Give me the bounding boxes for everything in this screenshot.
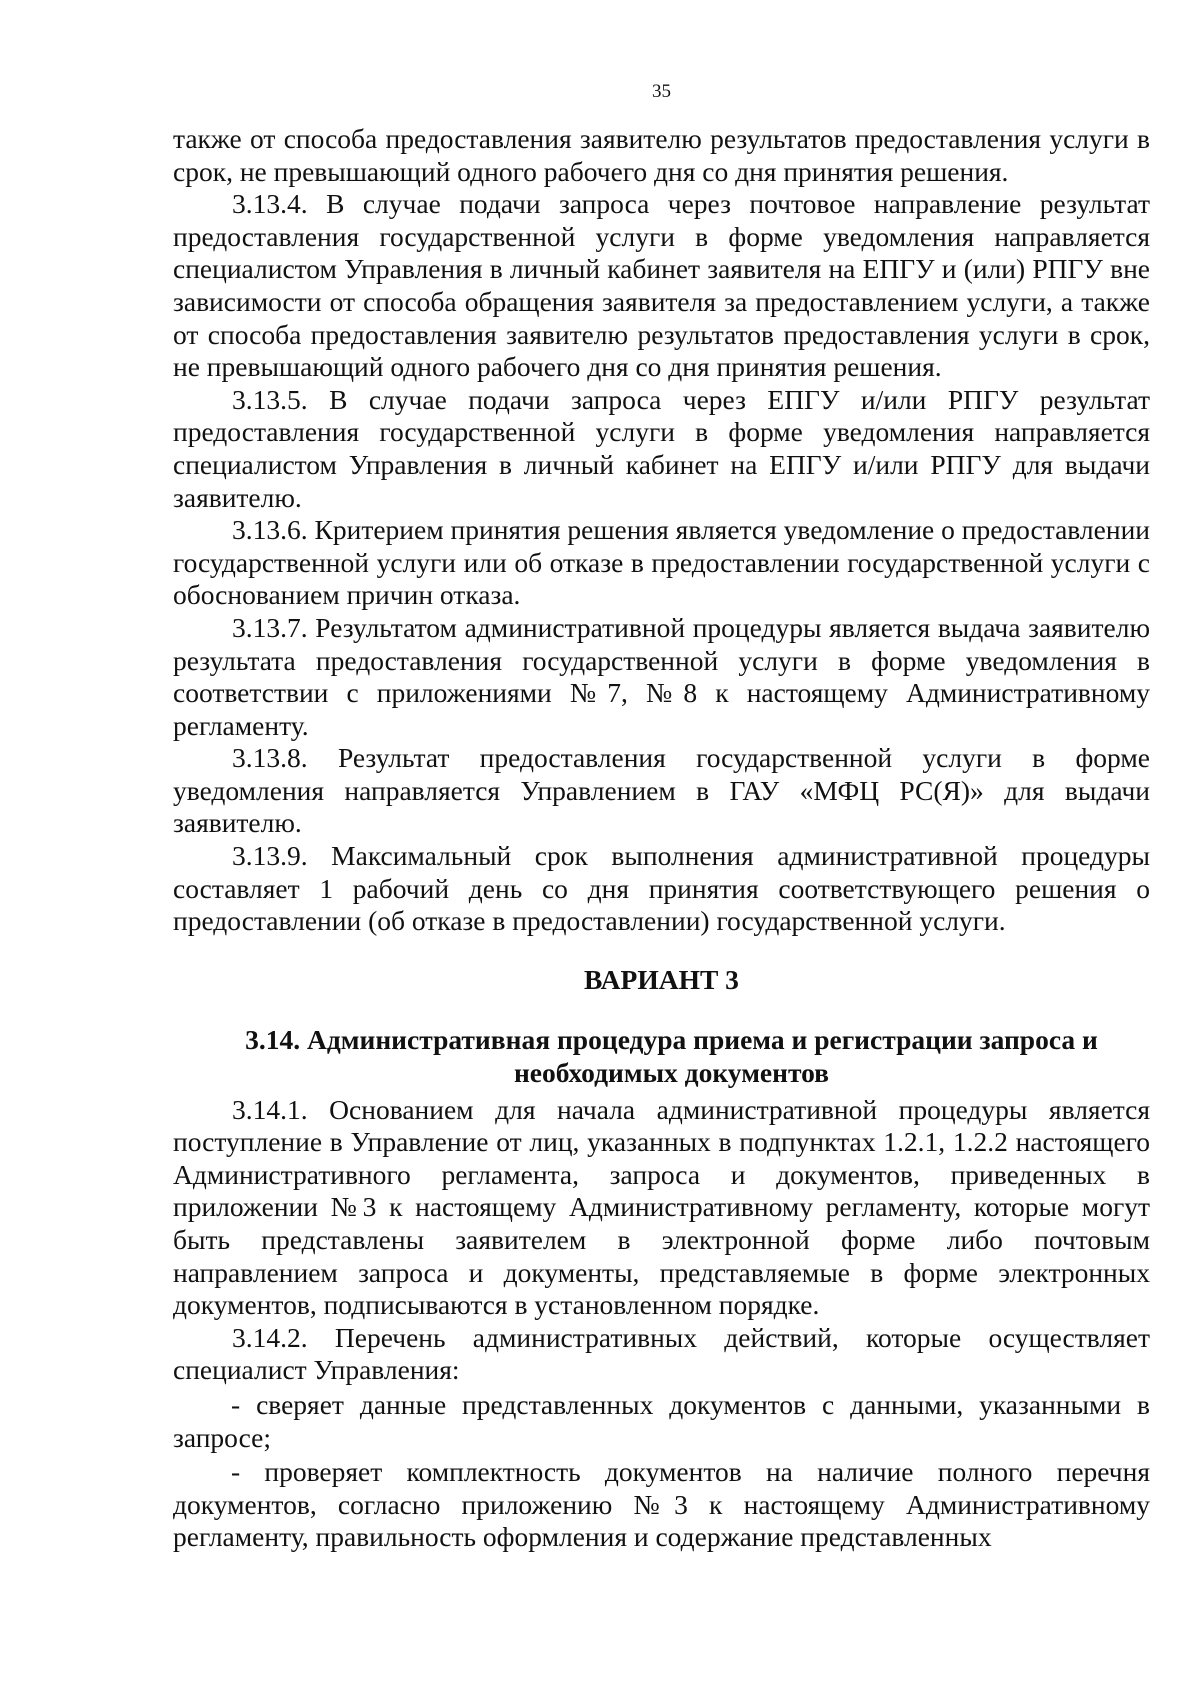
- paragraph-3-14-2: 3.14.2. Перечень административных действий, которые осуществляет специалист Управления:: [173, 1321, 1150, 1386]
- paragraph-3-13-8: 3.13.8. Результат предоставления государственной услуги в форме уведомления направляется Управлением в ГАУ «МФЦ РС(Я)» для выдачи заявителю.: [173, 742, 1150, 839]
- paragraph-3-13-7: 3.13.7. Результатом административной процедуры является выдача заявителю результата предоставления государственной услуги в форме уведомления в соответствии с приложениями №7, №8 к настоящему Административному регламенту.: [173, 611, 1150, 741]
- section-heading: 3.14. Административная процедура приема и регистрации запроса и необходимых документов: [245, 1024, 1098, 1089]
- paragraph-3-13-6: 3.13.6. Критерием принятия решения является уведомление о предоставлении государственной услуги или об отказе в предоставлении государственной услуги с обоснованием причин отказа.: [173, 514, 1150, 611]
- document-body: [173, 123, 1150, 1554]
- page-number: 35: [652, 81, 671, 102]
- variant-heading: ВАРИАНТ 3: [584, 963, 739, 995]
- paragraph-3-13-9: 3.13.9. Максимальный срок выполнения административной процедуры составляет 1 рабочий день со дня принятия соответствующего решения о предоставлении (об отказе в предоставлении) государственной услуги.: [173, 840, 1150, 937]
- list-item: - сверяет данные представленных документов с данными, указанными в запросе;: [173, 1388, 1150, 1453]
- paragraph-3-13-4: 3.13.4. В случае подачи запроса через почтовое направление результат предоставления государственной услуги в форме уведомления направляется специалистом Управления в личный кабинет заявителя на ЕПГУ и (или) РПГУ вне зависимости от способа обращения заявителя за предоставлением услуги, а также от способа предоставления заявителю результатов предоставления услуги в срок, не превышающий одного рабочего дня со дня принятия решения.: [173, 188, 1150, 383]
- paragraph-3-13-5: 3.13.5. В случае подачи запроса через ЕПГУ и/или РПГУ результат предоставления государственной услуги в форме уведомления направляется специалистом Управления в личный кабинет на ЕПГУ и/или РПГУ для выдачи заявителю.: [173, 383, 1150, 513]
- paragraph-3-14-1: 3.14.1. Основанием для начала административной процедуры является поступление в Управление от лиц, указанных в подпунктах 1.2.1, 1.2.2 настоящего Административного регламента, запроса и документов, приведенных в приложении №3 к настоящему Административному регламенту, которые могут быть представлены заявителем в электронной форме либо почтовым направлением запроса и документы, представляемые в форме электронных документов, подписываются в установленном порядке.: [173, 1093, 1150, 1321]
- list-item: - проверяет комплектность документов на наличие полного перечня документов, согласно приложению №3 к настоящему Административному регламенту, правильность оформления и содержание представленных: [173, 1456, 1150, 1553]
- paragraph: также от способа предоставления заявителю результатов предоставления услуги в срок, не превышающий одного рабочего дня со дня принятия решения.: [173, 123, 1150, 187]
